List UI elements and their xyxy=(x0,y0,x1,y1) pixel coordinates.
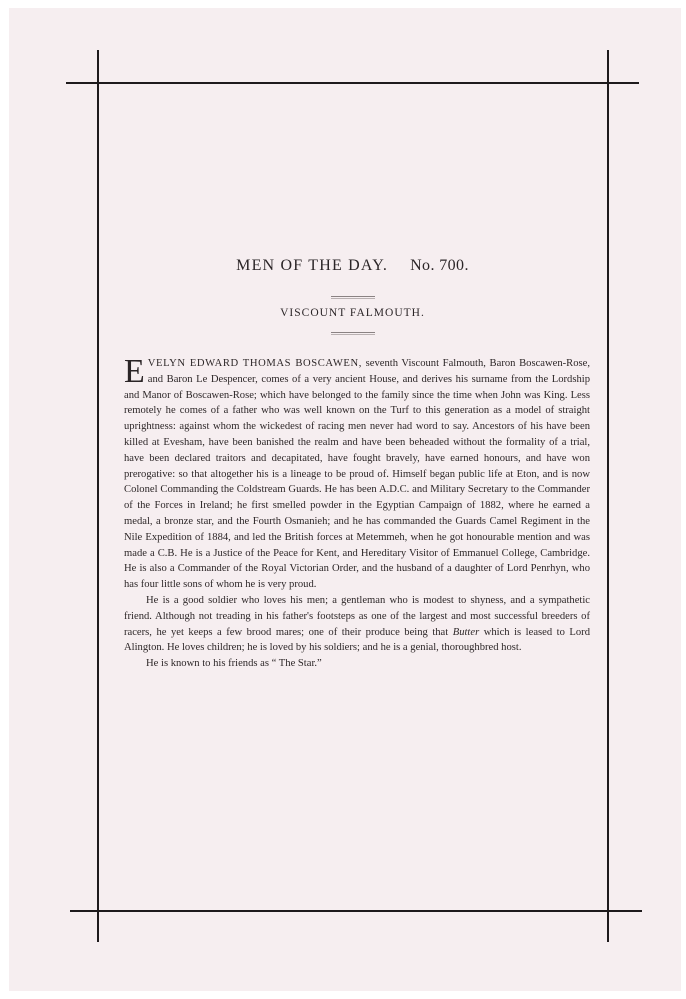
paragraph-2-text-b: which is leased to Lord Alington. He loves children; he is loved by his soldiers; and he is a genial, thoroughbred host. xyxy=(124,626,590,654)
page-title xyxy=(98,257,607,275)
border-rule-top xyxy=(66,82,639,84)
issue-number: No. 700. xyxy=(410,257,469,274)
paragraph-1 xyxy=(124,353,590,593)
lead-name: VELYN EDWARD THOMAS BOSCAWEN, xyxy=(147,358,362,369)
border-rule-bottom xyxy=(70,910,642,912)
paragraph-3: He is known to his friends as “ The Star.” xyxy=(146,658,322,670)
drop-cap: E xyxy=(124,353,145,390)
paragraph-1-text: seventh Viscount Falmouth, Baron Boscawen-Rose, and Baron Le Despencer, comes of a very ancient House, and derives his surname from the Lordship and Manor of Boscawen-Rose; which have belonged to the family since the time when John was King. Less remotely he comes of a father who was well known on the Turf to this generation as a model of straight uprightness: against whom the wickedest of racing men never had word to say. Ancestors of his have been killed at Evesham, have been banished the realm and have been beheaded without the formality of a trial, have been declared traitors and decapitated, have fought bravely, have earned honours, and have won prerogative: so that altogether his is a lineage to be proud of. Himself began public life at Eton, and is now Colonel Commanding the Coldstream Guards. He has been A.D.C. and Military Secretary to the Commander of the Forces in Ireland; he first smelled powder in the Egyptian Campaign of 1882, where he earned a medal, a bronze star, and the Fourth Osmanieh; and he has commanded the Guards Camel Regiment in the Nile Expedition of 1884, and led the British forces at Metemmeh, when he got honourable mention and was made a C.B. He is a Justice of the Peace for Kent, and Hereditary Visitor of Emmanuel College, Cambridge. He is also a Commander of the Royal Victorian Order, and the husband of a daughter of Lord Penrhyn, who has four little sons of whom he is very proud. xyxy=(124,358,590,591)
series-title: MEN OF THE DAY. xyxy=(236,257,389,274)
subject-title: VISCOUNT FALMOUTH. xyxy=(280,307,425,319)
paragraph-2-text-a: He is a good soldier who loves his men; a gentleman who is modest to shyness, and a sympathetic friend. Although not treading in his father's footsteps as one of the largest and most successful breeders of racers, he yet keeps a few brood mares; one of their produce being that xyxy=(124,594,590,638)
separator-rule xyxy=(331,332,375,333)
article-body xyxy=(124,353,590,672)
separator-rule xyxy=(331,296,375,297)
paragraph-2 xyxy=(124,593,590,656)
border-rule-left xyxy=(97,50,99,942)
border-rule-right xyxy=(607,50,609,942)
horse-name: Butter xyxy=(452,626,480,638)
